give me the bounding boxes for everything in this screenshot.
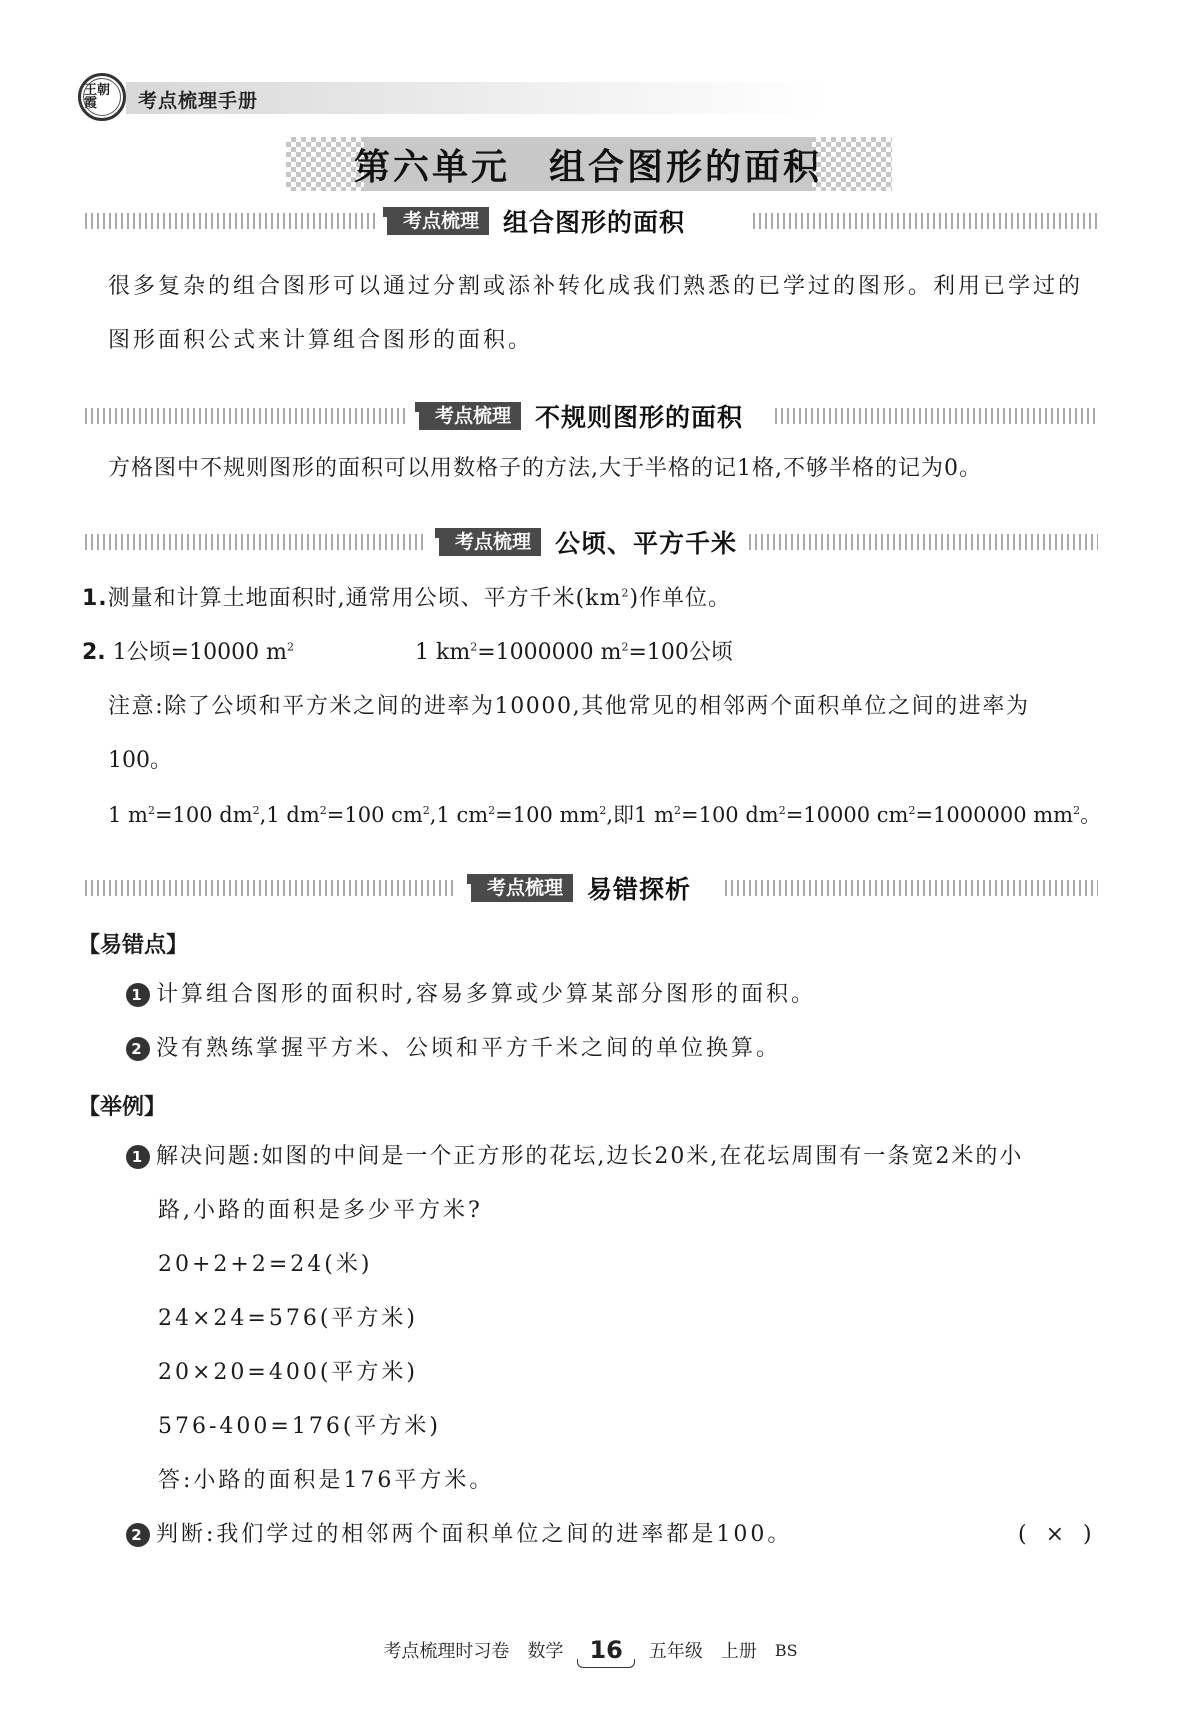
example-item: 1 解决问题:如图的中间是一个正方形的花坛,边长20米,在花坛周围有一条宽2米的小: [126, 1144, 1023, 1170]
footer-grade: 五年级: [648, 1641, 703, 1662]
error-item: 2 没有熟练掌握平方米、公顷和平方千米之间的单位换算。: [126, 1036, 781, 1062]
section-badge: 考点梳理: [387, 207, 489, 235]
list-item-2: 2. 1公顷=10000 $m^2$: [82, 640, 294, 665]
circled-number: 2: [126, 1037, 150, 1061]
paragraph-line: 很多复杂的组合图形可以通过分割或添补转化成我们熟悉的已学过的图形。利用已学过的: [108, 274, 1084, 299]
dotted-rule-left: [85, 408, 407, 424]
dotted-rule-left: [85, 213, 375, 229]
circled-number: 1: [126, 983, 150, 1007]
list-item-2-conversion: 1 $km^2=1000000$ $m^2=100$公顷: [415, 640, 733, 665]
section-header-center: [385, 206, 687, 236]
dotted-rule-right: [749, 534, 1098, 550]
section-header-irregular-area: [85, 401, 1098, 431]
examples-label: 【举例】: [78, 1095, 167, 1120]
section-badge: 考点梳理: [471, 874, 573, 902]
footer-subject: 数学: [527, 1641, 564, 1662]
logo-text: 王朝霞: [83, 78, 121, 116]
footer-volume: 上册: [720, 1641, 757, 1662]
circled-number: 2: [126, 1523, 150, 1547]
section-badge: 考点梳理: [419, 402, 521, 430]
dotted-rule-right: [753, 213, 1098, 229]
section-title: 公顷、平方千米: [555, 529, 738, 558]
errors-label: 【易错点】: [78, 933, 189, 958]
section-title: 不规则图形的面积: [535, 403, 744, 432]
footer-book: 考点梳理时习卷: [383, 1641, 510, 1662]
error-item: 1 计算组合图形的面积时,容易多算或少算某部分图形的面积。: [126, 982, 816, 1008]
note-line: 100。: [108, 748, 172, 773]
unit-conversion-line: 1 $m^2=100$ $dm^2,1$ $dm^2=100$ $cm^2,1$ $cm^2=100$ $mm^2$,即1 $m^2=100$ $dm^2=10000$ $cm^2=1000000$ $mm^2$。: [108, 803, 1102, 827]
calc-step: 20+2+2=24(米): [158, 1252, 373, 1277]
paragraph-line: 图形面积公式来计算组合图形的面积。: [108, 328, 534, 353]
dotted-rule-right: [725, 880, 1098, 896]
section-header-center: [437, 527, 739, 557]
section-badge: 考点梳理: [439, 528, 541, 556]
example-line: 路,小路的面积是多少平方米?: [158, 1198, 483, 1223]
list-item-1: 1.测量和计算土地面积时,通常用公顷、平方千米$(km^2)$作单位。: [82, 586, 732, 611]
section-header-composite-area: [85, 206, 1098, 236]
section-header-center: [469, 873, 693, 903]
unit-title: 第六单元 组合图形的面积: [354, 145, 823, 188]
dotted-rule-left: [85, 534, 425, 550]
example-item: 2 判断:我们学过的相邻两个面积单位之间的进率都是100。: [126, 1522, 792, 1548]
section-header-common-errors: [85, 873, 1098, 903]
page-footer: [0, 1636, 1181, 1664]
calc-step: 20×20=400(平方米): [158, 1360, 419, 1385]
publisher-logo: [78, 73, 126, 121]
circled-number: 1: [126, 1145, 150, 1169]
header-title: 考点梳理手册: [138, 90, 259, 112]
judgement-answer: ( × ): [1018, 1522, 1098, 1547]
section-title: 易错探析: [587, 875, 692, 904]
dotted-rule-right: [775, 408, 1098, 424]
dotted-rule-left: [85, 880, 457, 896]
footer-edition: BS: [774, 1640, 798, 1660]
answer-line: 答:小路的面积是176平方米。: [158, 1468, 495, 1493]
calc-step: 24×24=576(平方米): [158, 1306, 419, 1331]
section-header-hectare: [85, 527, 1098, 557]
section-title: 组合图形的面积: [503, 208, 686, 237]
calc-step: 576-400=176(平方米): [158, 1414, 442, 1439]
unit-title-box: [354, 137, 823, 191]
section-header-center: [417, 401, 745, 431]
page-number: 16: [581, 1636, 630, 1664]
note-line: 注意:除了公顷和平方米之间的进率为10000,其他常见的相邻两个面积单位之间的进率为: [108, 694, 1030, 719]
paragraph-line: 方格图中不规则图形的面积可以用数格子的方法,大于半格的记1格,不够半格的记为0。: [108, 456, 982, 481]
